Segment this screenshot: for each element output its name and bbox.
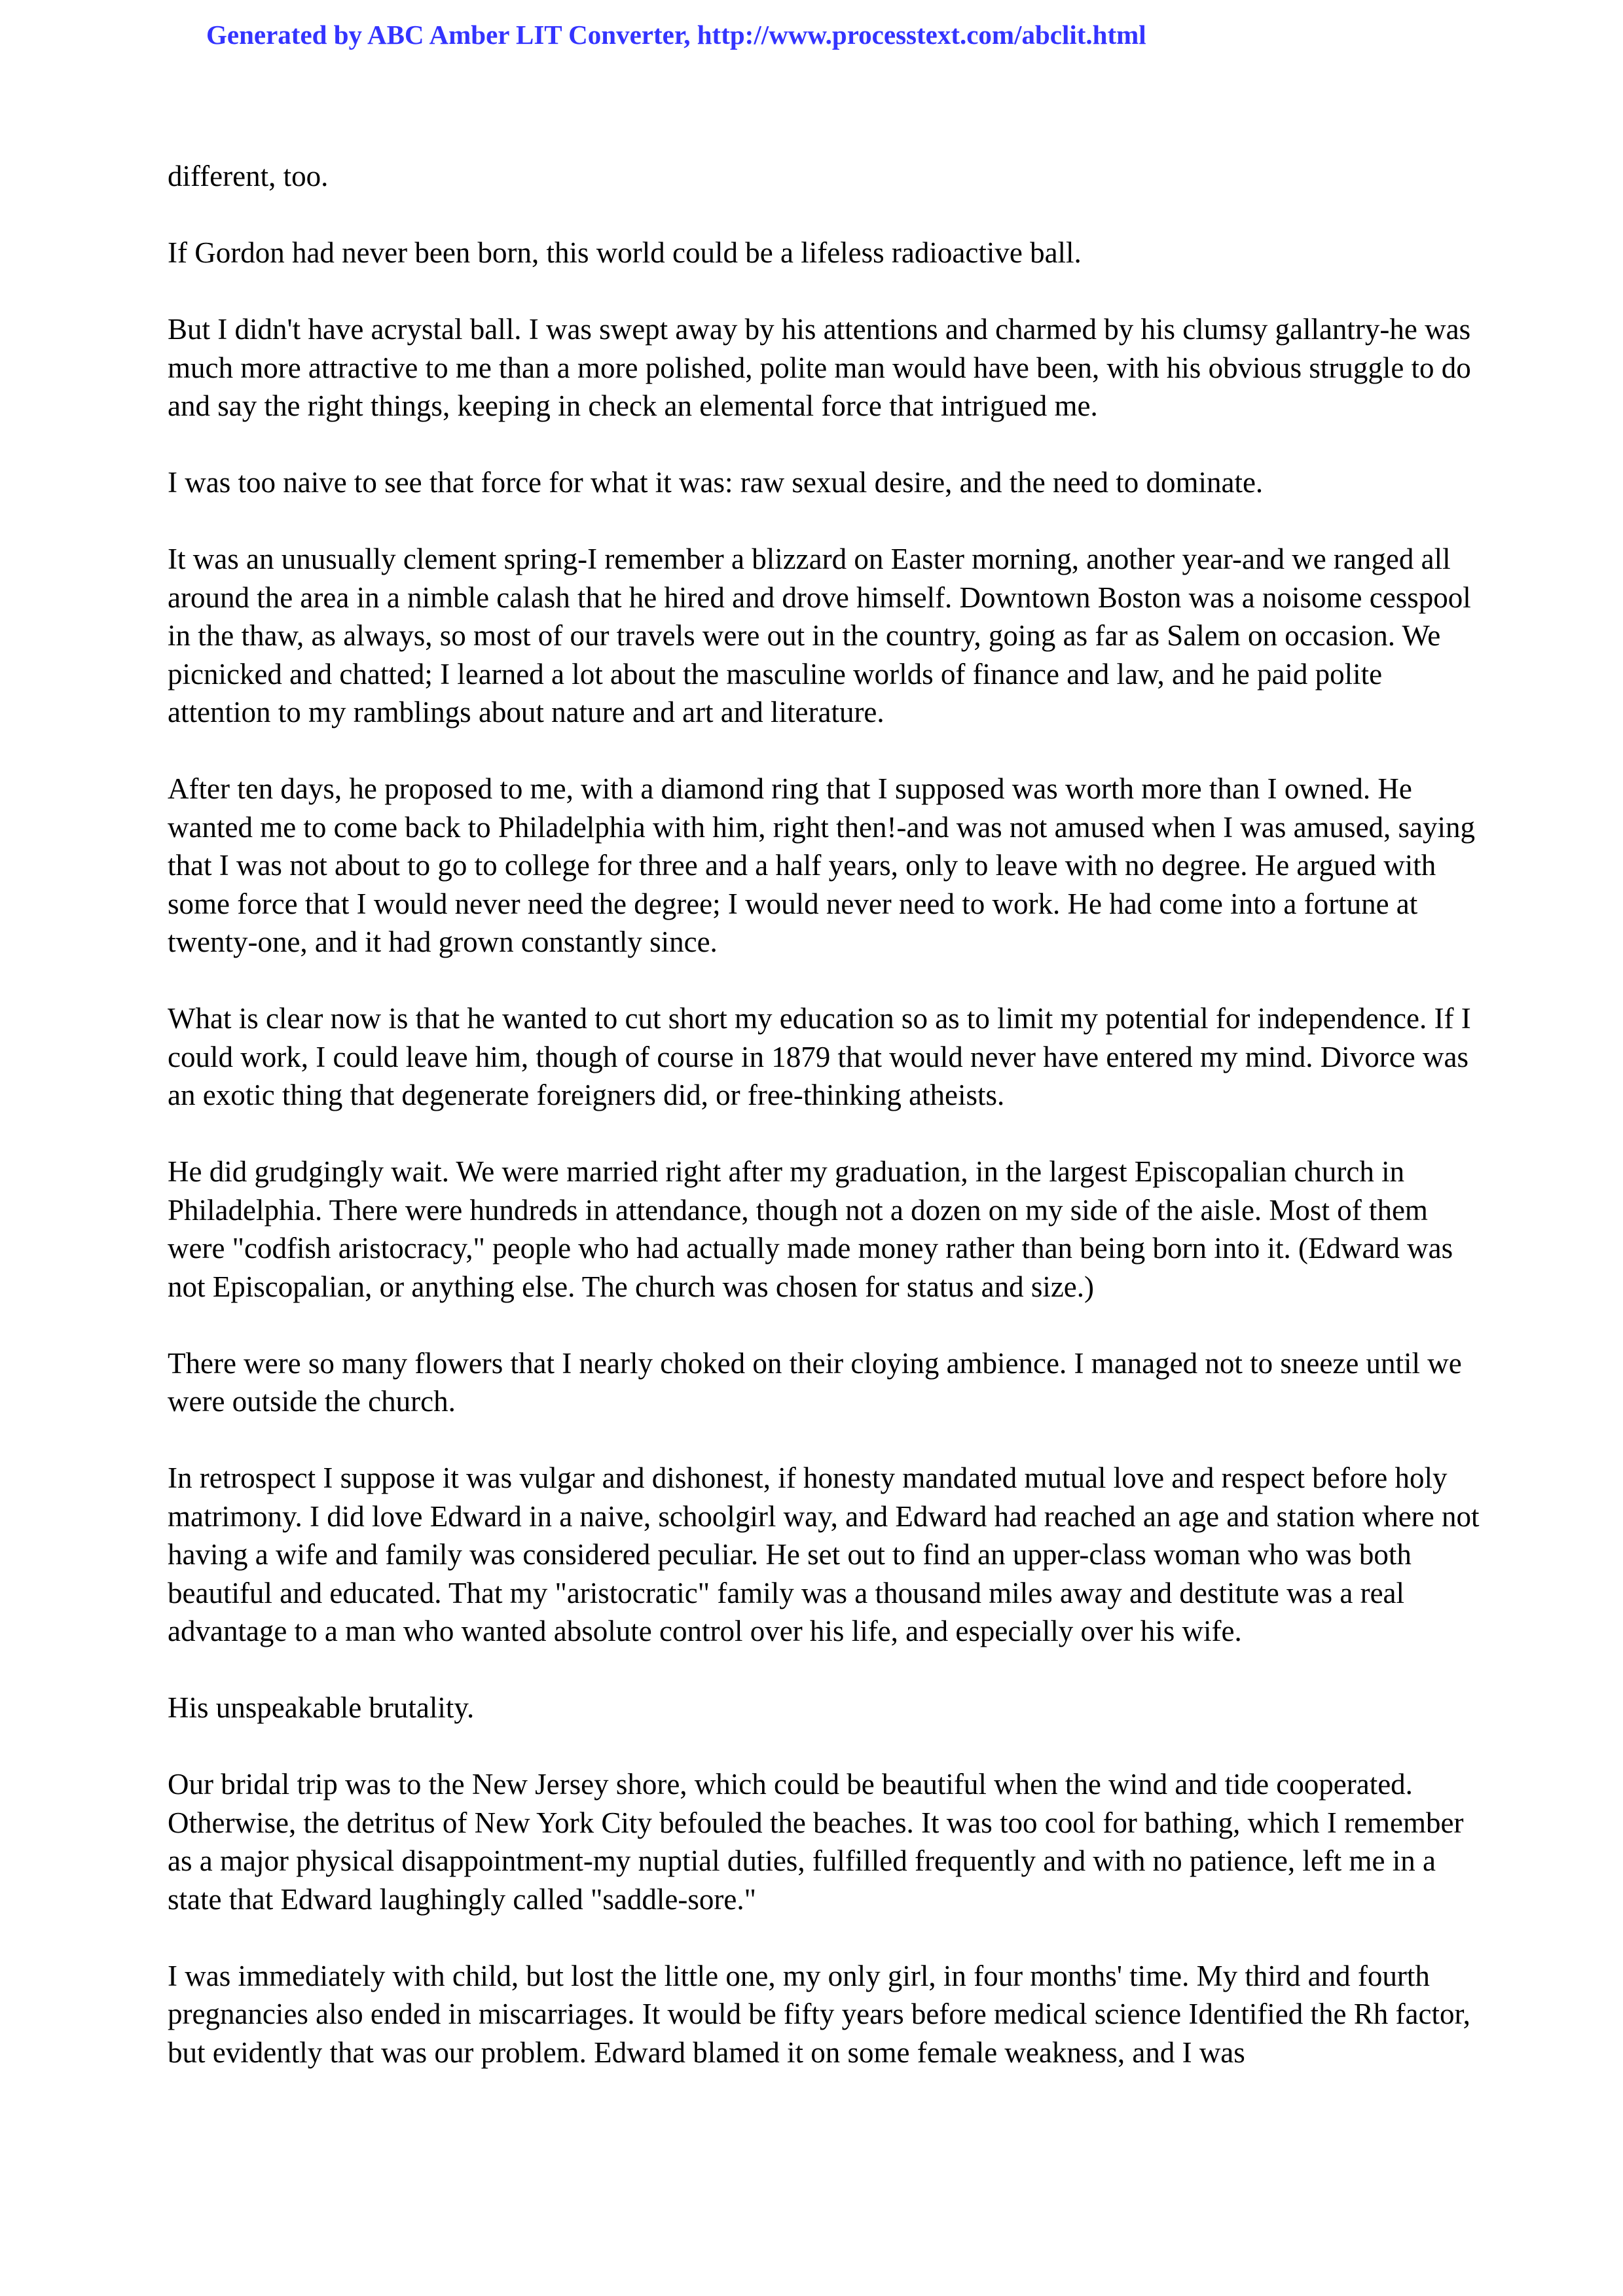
paragraph: But I didn't have acrystal ball. I was swept away by his attentions and charmed by his clumsy gallantry-he was much more attractive to me than a more polished, polite man would have been, with his obvious struggle to do and say the right things, keeping in check an elemental force that intrigued me. [168,313,1471,422]
paragraph: His unspeakable brutality. [168,1691,475,1724]
paragraph: Our bridal trip was to the New Jersey shore, which could be beautiful when the wind and tide cooperated. Otherwise, the detritus of New York City befouled the beaches. It was too cool for bathing, which I remember as a major physical disappointment-my nuptial duties, fulfilled frequently and with no patience, left me in a state that Edward laughingly called "saddle-sore." [168,1768,1464,1916]
paragraph: different, too. [168,160,329,192]
paragraph: I was immediately with child, but lost the little one, my only girl, in four months' time. My third and fourth pregnancies also ended in miscarriages. It would be fifty years before medical science Identified the Rh factor, but evidently that was our problem. Edward blamed it on some female weakness, and I was [168,1959,1470,2069]
paragraph: In retrospect I suppose it was vulgar and dishonest, if honesty mandated mutual love and respect before holy matrimony. I did love Edward in a naive, schoolgirl way, and Edward had reached an age and station where not having a wife and family was considered peculiar. He set out to find an upper-class woman who was both beautiful and educated. That my "aristocratic" family was a thousand miles away and destitute was a real advantage to a man who wanted absolute control over his life, and especially over his wife. [168,1462,1480,1647]
paragraph: There were so many flowers that I nearly choked on their cloying ambience. I managed not to sneeze until we were outside the church. [168,1346,1462,1418]
paragraph: What is clear now is that he wanted to cut short my education so as to limit my potential for independence. If I could work, I could leave him, though of course in 1879 that would never have entered my mind. Divorce was an exotic thing that degenerate foreigners did, or free-thinking atheists. [168,1002,1471,1111]
paragraph: If Gordon had never been born, this world could be a lifeless radioactive ball. [168,236,1082,269]
body-text [168,157,1484,2110]
converter-header-link[interactable]: Generated by ABC Amber LIT Converter, http://www.processtext.com/abclit.html [206,20,1146,50]
paragraph: It was an unusually clement spring-I remember a blizzard on Easter morning, another year-and we ranged all around the area in a nimble calash that he hired and drove himself. Downtown Boston was a noisome cesspool in the thaw, as always, so most of our travels were out in the country, going as far as Salem on occasion. We picnicked and chatted; I learned a lot about the masculine worlds of finance and law, and he paid polite attention to my ramblings about nature and art and literature. [168,543,1471,728]
paragraph: He did grudgingly wait. We were married right after my graduation, in the largest Episcopalian church in Philadelphia. There were hundreds in attendance, though not a dozen on my side of the aisle. Most of them were "codfish aristocracy," people who had actually made money rather than being born into it. (Edward was not Episcopalian, or anything else. The church was chosen for status and size.) [168,1155,1453,1303]
paragraph: I was too naive to see that force for what it was: raw sexual desire, and the need to dominate. [168,466,1264,499]
paragraph: After ten days, he proposed to me, with a diamond ring that I supposed was worth more than I owned. He wanted me to come back to Philadelphia with him, right then!-and was not amused when I was amused, saying that I was not about to go to college for three and a half years, only to leave with no degree. He argued with some force that I would never need the degree; I would never need to work. He had come into a fortune at twenty-one, and it had grown constantly since. [168,772,1476,958]
